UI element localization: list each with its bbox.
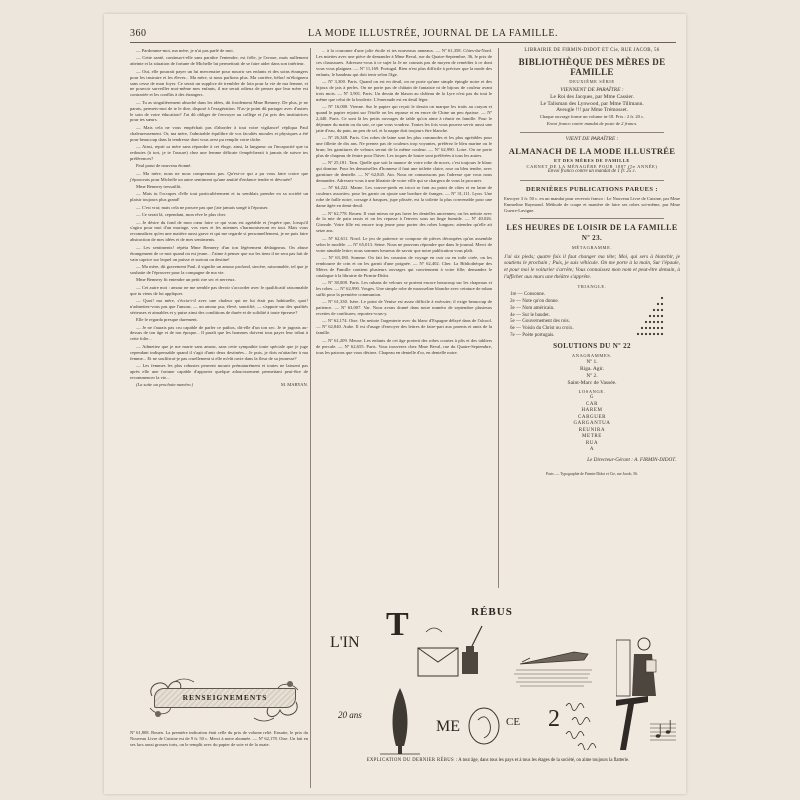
- story-end: [130, 382, 308, 388]
- story-paragraph: Mme Bennery tressaillit.: [136, 184, 182, 190]
- story-paragraph: — Les femmes les plus robustes peuvent mourir prématurément et toutes ne laissent pas après elle une fortune capable d'apporter quelque adoucissement permettant peut-être de recommencer la vie...: [130, 363, 308, 380]
- triangle-clue: 4e — Sur le baudet.: [510, 312, 550, 318]
- solution-answer: Riga. Agir.: [580, 365, 604, 372]
- book-line: Aveugle !!! par Mme Trémosset.: [556, 107, 628, 114]
- losange-word: METRE: [582, 434, 602, 440]
- cypress-tree-icon: [380, 686, 420, 756]
- page-number: 360: [130, 28, 147, 39]
- ink-and-letters-icon: [416, 622, 486, 682]
- story-paragraph: — Cette santé, continua-t-elle sans paraître l'entendre, est frêle, je l'avoue, mais nullement atteinte et la situation de fortune de Michelle lui permettrait de se faire aider dans son intérieur.: [130, 55, 308, 67]
- ear-oval-icon: [466, 706, 502, 746]
- story-paragraph: — Oui, elle pourrait payer un lui mercenaire pour nourrir ses enfants et des soins étrangers pour les instruire et les élever... Ma mère, si nous parlions plus. Ma carrière, hélas! m'éloignera sans cesse de mon foyer. Ce serait un supplice de trembler de loin pour la vie de ma femme, et ne pouvoir surveiller moi-même mes enfants, il me serait odieux de penser que leur mère est contrariée et les conflits à des étrangers.: [130, 68, 308, 98]
- story-paragraph: — Les sentiments! répéta Mme Bennery d'un ton légèrement dédaigneux. On abuse étrangement de ce mot quand on est jeune... J'aime à penser que sur les tiens il ne sera pas fait de vain caprice sur lequel on puisse et surtout on destine!: [130, 244, 309, 262]
- rebus-text-lin: L'IN: [330, 634, 360, 651]
- almanach-title: ALMANACH DE LA MODE ILLUSTRÉE: [508, 145, 676, 156]
- solution-number: Nº 2.: [586, 372, 598, 379]
- rebus-text-ce: CE: [506, 716, 521, 728]
- triangle-label: TRIANGLE.: [577, 284, 607, 290]
- answer-paragraph: — Nº 16,000. Vienne. Sur le papier qui reçoit le dessin on marque les traits au crayon et quand le papier rejoint sur l'étoffe on les repasse et en encre de Chine un peu épaisse. — Nº 2,440. Paris. Ce sont là les petits ouvrages de table qu'on aime à réunir en famille. Pour le déjeuner du matin ou du soir, ce que vous voudrez. Toutes les fois vous pouvez servir aussi une jatte d'eau, du pain, un peu de sel, et la nappe doit toujours être blanche.: [316, 104, 492, 133]
- answer-paragraph: — Nº 64,222. Marne. Les couvre-pieds en tricot se font au point de côtes et en laine de couleurs assorties; pour les garnir on ajoute une bordure de franges. — Nº 31,111. Lyon. Une robe de faille noire, corsage à basques, jupe plissée, est la toilette la plus convenable pour une dame âgée en demi-deuil.: [316, 185, 492, 209]
- rebus-explanation: [316, 758, 680, 764]
- leaning-t-icon: [612, 694, 652, 752]
- triangle-clue: 1re — Consonne.: [510, 292, 546, 298]
- rebus-section: [316, 600, 680, 784]
- anagrammes-label: ANAGRAMMES.: [571, 353, 613, 359]
- losange-word: HAREM: [581, 408, 603, 414]
- librairie-header: LIBRAIRIE DE FIRMIN-DIDOT ET Cie, RUE JACOB, 56: [524, 48, 660, 53]
- ads-puzzles-column: [504, 48, 680, 478]
- divider: [520, 180, 664, 181]
- answer-paragraph: — Nº 26,348. Paris. Ces robes de laine sont les plus commodes et les plus agréables pour une fillette de dix ans. Ne prenez pas de couleurs trop voyantes, préférez le bleu marine ou le brun; les garnitures de velours seront de la même couleur. — Nº 62,990. Loire. On ne porte plus de chapeau de feutre pour l'hiver. Les toques de loutre sont préférées à tous les autres.: [316, 135, 492, 158]
- story-paragraph: — C'est vrai; mais cela ne prouve pas que j'aie jamais songé à l'épouser.: [136, 204, 269, 210]
- almanach-subtitle: ET DES MÈRES DE FAMILLE: [554, 157, 630, 163]
- rebus-explanation-text: A tout âge, dans tous les pays et à tous les étages de la société, on aime toujours la flatterie.: [458, 758, 630, 763]
- metagramme-label: MÉTAGRAMME.: [571, 244, 613, 250]
- author-signature: M. MARYAN.: [280, 382, 308, 388]
- story-paragraph: — Admettez que je me marie sans amour, sans cette sympathie toute spéciale que je juge cependant indispensable quand il s'agit d'unir deux destinées... Je puis, je dois m'attacher à ma femme... Et ne souffrirai-je pas cruellement si elle m'eût ravie dans la fleur de sa jeunesse?: [130, 343, 308, 361]
- story-paragraph: Paul parut de nouveau étonné.: [136, 163, 192, 169]
- triangle-clue: 3e — Nom américain.: [510, 305, 555, 311]
- answer-paragraph: — Nº 61,209. Meuse. Les enfants de cet âge portent des robes courtes à plis et des tabliers de percale. — Nº 62,655. Paris. Vous trouverez chez Mme Beval, rue du Quatre-Septembre, tous les patrons que vous désirez. Chapeau en dentelle d'or, en dentelle noire.: [316, 337, 492, 355]
- story-paragraph: — Mais tu l'occupes d'elle tout particulièrement et tu semblais prendre en sa société un plaisir toujours plus grand!: [130, 191, 308, 203]
- dernieres-publications-title: DERNIÈRES PUBLICATIONS PARUES :: [526, 186, 658, 194]
- losange-word: RUA: [585, 440, 599, 446]
- continued-note: (La suite au prochain numéro.): [136, 382, 194, 388]
- book-line: Envoi franco contre mandat de poste de 2 francs.: [546, 120, 638, 126]
- answer-paragraph: — Nº 38,008. Paris. Les rubans de velours se portent encore beaucoup sur les chapeaux et les robes. — Nº 62,990. Vosges. Une simple robe de mousseline blanche avec ceinture de ruban suffit pour la première communion.: [316, 280, 492, 297]
- bibliotheque-title: BIBLIOTHÈQUE DES MÈRES DE FAMILLE: [518, 56, 666, 77]
- losange-word: G: [589, 395, 595, 401]
- rebus-explanation-label: EXPLICATION DU DERNIER RÉBUS :: [366, 758, 458, 763]
- script-in-letters-icon: [562, 696, 618, 750]
- answer-paragraph: — Nº 63,180. Somme. On fait les coussins de voyage en cuir ou en toile cirée, on les rembourre de crin et on les garnit d'une poignée. — Nº 62,402. Cher. La Bibliothèque des Mères de Famille contient plusieurs ouvrages qui conviennent à votre fille; demandez le catalogue à la librairie de Firmin-Didot.: [316, 254, 492, 278]
- journal-title: LA MODE ILLUSTRÉE, JOURNAL DE LA FAMILLE.: [308, 28, 558, 39]
- triangle-clue: 7e — Poète portugais.: [510, 333, 555, 338]
- triangle-clue: 6e — Voisin du Christ ou croix.: [510, 326, 574, 332]
- triangle-clue: 2e — Note qu'on donne.: [510, 299, 559, 305]
- page-header: [130, 28, 676, 43]
- answer-paragraph: ... à la couronne d'une jolie étoile et tes nouveaux anneaux. — Nº 61,358. Côtes-du-Nord. Les miettes avec une pièce de demander à Mme Beval, rue du Quatre-Septembre, 36, le prix de ces chaussures. Adressez-vous à ce sujet la Je ne connais pas de moyen de remédier à ce dont vous vous plaignez. — Nº 11,169. Portugal. Rien n'est plus difficile à préciser que la mode des enfants; le bandeau qui doit tenir selon l'âge.: [316, 48, 492, 77]
- story-paragraph: — Cet autre mot : amour ne me semble pas devoir s'accorder avec le qualificatif raisonnable que tu viens de lui appliquer.: [130, 284, 308, 296]
- losange-word: CARGUER: [577, 414, 607, 420]
- losange-solution: [504, 395, 680, 454]
- director-signature: Le Directeur-Gérant : A. FIRMIN-DIDOT.: [587, 456, 676, 463]
- losange-word: GARGANTUA: [573, 421, 611, 427]
- losange-label: LOSANGE.: [578, 389, 606, 395]
- triangle-puzzle: [504, 284, 680, 340]
- answer-paragraph: — Nº 62,611. Nord. Le jeu de patience se compose de pièces découpées qu'on assemble selon le modèle. — Nº 65,013. Seine. Nous ne pouvons répondre que dans le journal. Merci de votre aimable lettre; nous sommes heureux de savoir que notre publication vous plaît.: [316, 235, 492, 253]
- rebus-text-20ans: 20 ans: [338, 710, 362, 720]
- solution-number: Nº 1.: [586, 359, 598, 366]
- rebus-letter-t: T: [386, 606, 409, 643]
- rebus-title: RÉBUS: [471, 606, 513, 618]
- triangle-clue: 5e — Gouvernement des rois.: [510, 319, 570, 325]
- story-paragraph: — Quoi! ma mère, s'écria-t-il avec une chaleur qui ne lui était pas habituelle, quoi! n'admettez-vous pas que l'amour, — un amour pur, élevé, sanctifié, — s'appuie sur des qualités sérieuses et aimables et y puise ainsi des conditions de durée et de solidité à toute épreuve?: [130, 297, 308, 315]
- vient-de-paraitre: VIENT DE PARAÎTRE :: [565, 135, 619, 142]
- metagramme-poem: J'ai six pieds; quatre fois il faut changer ma tête; Moi, qui sers à blanchir, je soutiens le prochain ; Puis, je suis véhicule. On me porte à la main, Sur l'épaule, et pour moi le voiturier s'arrête; Vous connaissez mon nom et peut-être demain, à l'afficher aux murs une théâtre s'apprête.: [504, 253, 680, 280]
- story-paragraph: — Mais cela ne vous empêchait pas d'aborder à tout votre vigilance! répliqua Paul chaleureusement. Or, ma mère, l'admirable équilibre de vos facultés morales et physiques a été pour beaucoup dans la tendresse dont vous avez pu remplir votre tâche.: [130, 124, 308, 142]
- heures-number: Nº 23.: [581, 233, 603, 242]
- losange-word: A: [589, 447, 595, 453]
- book-line: Le Talisman des Lynwood, par Mme Tillmann.: [540, 100, 644, 107]
- heures-de-loisir-title: LES HEURES DE LOISIR DE LA FAMILLE: [506, 222, 678, 232]
- story-paragraph: Elle le regarda presque durement.: [136, 317, 198, 323]
- solutions-title: SOLUTIONS DU Nº 22: [553, 342, 631, 351]
- music-notes-icon: [650, 718, 676, 746]
- answer-paragraph: — Nº 62,174. Oise. On nettoie l'argenterie avec du blanc d'Espagne délayé dans de l'alcool. — Nº 62,840. Aube. Il est d'usage d'envoyer des lettres de faire-part aux parents et amis de la famille.: [316, 318, 492, 336]
- dernieres-publications-text: Envoyer 3 fr. 50 c. en un mandat pour recevoir franco : Le Nouveau Livre de Cuisine, par Mme Emmeline Raymond. Méthode de coupe et manière de faire ses robes soi-même, par Mme Guerre-Lavigne.: [504, 196, 680, 214]
- story-paragraph: — Je désire du fond de mon cœur faire ce qui vous est agréable et j'espère que, lorsqu'il s'agira pour moi d'un mariage, vos vues et les miennes s'harmoniseront en tout. Mais vous reconnaîtrez qu'en une matière aussi grave et qui me regarde si personnellement, je ne puis faire abstraction de mes idées et de mes sentiments.: [130, 219, 308, 243]
- losange-word: REUNIRA: [578, 427, 606, 433]
- viennent-de-paraitre: VIENNENT DE PARAÎTRE :: [560, 86, 624, 93]
- column-divider: [498, 48, 499, 588]
- story-paragraph: — Je ne t'aurais pas cru capable de parler ce pathos, dit-elle d'un ton sec. Je te jugeais au-dessus de ton âge et de ton époque... Il paraît que les hommes doivent tous payer leur tribut à cette folie...: [130, 324, 308, 342]
- renseignements-banner: RENSEIGNEMENTS: [154, 688, 296, 708]
- answer-paragraph: — Nº 62,778. Rouen. Il vaut mieux ne pas laver les dentelles anciennes; on les nettoie avec de la mie de pain rassis et on les repasse à l'envers sous un linge humide. — Nº 40,026. Gironde. Votre fille est encore trop jeune pour porter des robes longues; attendez qu'elle ait seize ans.: [316, 210, 492, 234]
- answer-paragraph: — Nº 25,181. Tarn. Quelle que soit la nuance de votre robe de noces, c'est toujours le blanc qui domine. Pour les demoiselles d'honneur il faut une toilette claire, rose ou bleu tendre, avec garniture de dentelle. — Nº 62,845. Ain. Nous ne connaissons pas l'adresse que vous nous demandez. Adressez-vous à une librairie de votre ville qui se chargera de vous la procurer.: [316, 160, 492, 184]
- story-paragraph: — Ma mère, nous ne nous comprenons pas. Qu'est-ce qui a pu vous faire croire que j'éprouvais pour Michelle un autre sentiment qu'une amitié d'enfance tendre et dévouée?: [130, 170, 308, 182]
- book-line: Le Roi des Jacques, par Mme Cassier.: [550, 93, 634, 100]
- losange-word: CAR: [585, 401, 599, 407]
- story-paragraph: — Ainsi, reprit sa mère sans répondre à cet éloge, ainsi, la langueur ou l'incapacité que tu redoutes (à tort, je te l'assure) chez une femme délicate t'empêcherait à jamais de suivre tes préférences?: [130, 144, 308, 161]
- story-paragraph: — Tu as singulièrement absorbé dans les idées, dit froidement Mme Bennery. De plus, je ne parais, permets-moi de te le dire, disposé à l'exagération. N'as-je point dû partager avec d'autres le soin de votre éducation? J'ai dû obliger de t'envoyer au collège et j'ai pris des institutrices pour tes sœurs.: [130, 99, 308, 123]
- answer-paragraph: — Nº 61,330. Isère. Le point de Venise est assez difficile à exécuter; il exige beaucoup de patience. — Nº 63,007. Var. Nous avons donné dans notre numéro de septembre plusieurs recettes de confitures; reportez-vous-y.: [316, 299, 492, 317]
- reading-figure-icon: [616, 630, 664, 702]
- boat-on-water-icon: [514, 640, 594, 696]
- renseignements-text: Nº 61,808. Rouen. La première indication était celle du prix de volume relié. Ensuite, le prix du Nouveau Livre de Cuisine est de 9 fr. 50 c. Merci à notre abonnée. — Nº 62,178. Oise. Un fait en ses lacs aussi grosses torts, on le remplit avec du papier de soie et de la ouate.: [130, 730, 308, 747]
- triangle-clues: [510, 292, 574, 340]
- divider: [520, 132, 664, 133]
- story-paragraph: Mme Bennery fit entendre un petit rire sec et nerveux.: [136, 277, 236, 283]
- divider: [520, 218, 664, 219]
- journal-page: [104, 14, 686, 794]
- correspondence-column: [316, 48, 492, 357]
- bibliotheque-subtitle: DEUXIÈME SÉRIE: [569, 78, 615, 84]
- rebus-number-2: 2: [548, 706, 560, 732]
- printer-line: Paris. — Typographie de Firmin-Didot et Cie, rue Jacob, 56.: [546, 471, 638, 476]
- story-paragraph: — Ma mère, dit gravement Paul, il signifie un amour profond, sincère, raisonnable, tel que je souhaite de l'éprouver pour la compagne de ma vie.: [130, 263, 308, 275]
- story-paragraph: — Pardonnez-moi, ma mère, je n'ai pas parlé de moi.: [136, 48, 234, 53]
- book-line: Chaque ouvrage forme un volume in-18. Prix : 2 fr. 20 c.: [539, 114, 645, 120]
- solution-answer: Saint-Marc de Vassée.: [567, 379, 617, 386]
- almanach-line: CARNET DE LA MÉNAGÈRE POUR 1887 (5e ANNÉE): [526, 163, 658, 169]
- story-paragraph: — Ce serait là, cependant, mon rêve le plus cher.: [136, 212, 227, 218]
- story-column: [130, 48, 308, 390]
- triangle-dots-icon: [632, 294, 668, 338]
- renseignements-ornament: [144, 674, 304, 724]
- column-divider: [310, 48, 311, 788]
- almanach-price: Envoi franco contre un mandat de 1 fr. 25 c.: [547, 169, 637, 175]
- answer-paragraph: — Nº 3,300. Paris. Quand on est en deuil, on ne porte qu'une simple épingle noire et des bijoux de jais à perles. On ne porte pas de châtain de fantaisie ni de bijoux de couleur avant trois mois. — Nº 3,901. Paris. Un dessin de blason au château de la Lyre n'est pas du tout le même que celui de la broderie. L'émeraude est en deuil léger.: [316, 79, 492, 102]
- rebus-text-me: ME: [436, 718, 460, 735]
